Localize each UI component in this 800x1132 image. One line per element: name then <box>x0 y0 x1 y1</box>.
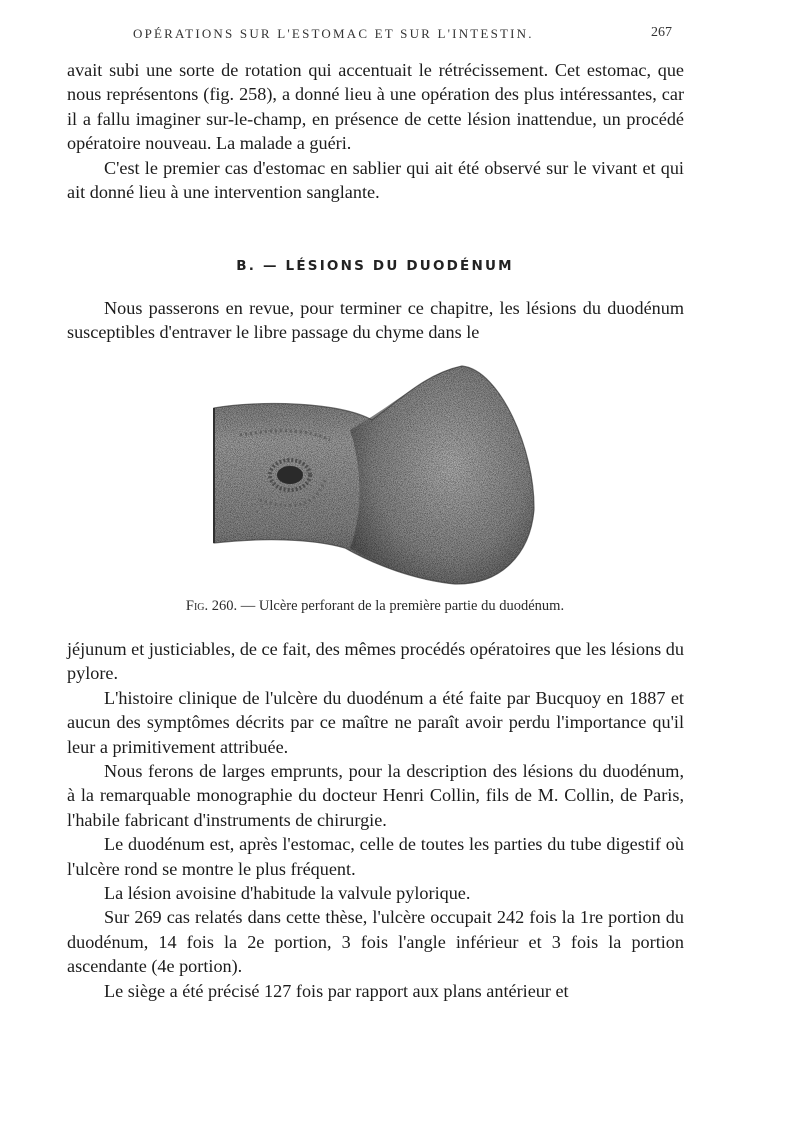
figure-caption <box>0 598 750 615</box>
paragraph: La lésion avoisine d'habitude la valvule pylorique. <box>104 883 471 904</box>
figure-caption-text: — Ulcère perforant de la première partie du duodénum. <box>240 598 565 614</box>
paragraph: Nous ferons de larges emprunts, pour la description des lésions du duodénum, à la remarquable monographie du docteur Henri Collin, fils de M. Collin, de Paris, l'habile fabricant d'instruments de chirurgie. <box>67 761 684 830</box>
paragraph: C'est le premier cas d'estomac en sablier qui ait été observé sur le vivant et qui ait donné lieu à une intervention sanglante. <box>67 157 684 203</box>
paragraph: Sur 269 cas relatés dans cette thèse, l'ulcère occupait 242 fois la 1re portion du duodénum, 14 fois la 2e portion, 3 fois l'angle inférieur et 3 fois la portion ascendante (4e portion). <box>67 907 684 977</box>
bottom-text-block <box>67 637 684 1003</box>
ulcer-perforation <box>277 466 303 484</box>
paragraph: Nous passerons en revue, pour terminer ce chapitre, les lésions du duodénum susceptibles d'entraver le libre passage du chyme dans le <box>67 298 684 343</box>
section-heading: B. — LÉSIONS DU DUODÉNUM <box>236 258 514 274</box>
section-intro-block <box>67 296 684 345</box>
paragraph: avait subi une sorte de rotation qui accentuait le rétrécissement. Cet estomac, que nous représentons (fig. 258), a donné lieu à une opération des plus intéressantes, car il a fallu imaginer sur-le-champ, en présence de cette lésion inattendue, un procédé opératoire nouveau. La malade a guéri. <box>67 60 684 154</box>
top-text-block <box>67 58 684 204</box>
paragraph: Le duodénum est, après l'estomac, celle de toutes les parties du tube digestif où l'ulcère rond se montre le plus fréquent. <box>67 834 684 879</box>
page-number: 267 <box>651 25 672 40</box>
paragraph: jéjunum et justiciables, de ce fait, des mêmes procédés opératoires que les lésions du pylore. <box>67 639 684 684</box>
paragraph: L'histoire clinique de l'ulcère du duodénum a été faite par Bucquoy en 1887 et aucun des symptômes décrits par ce maître ne paraît avoir perdu l'importance qu'il leur a primitivement attribuée. <box>67 687 684 757</box>
paragraph: Le siège a été précisé 127 fois par rapport aux plans antérieur et <box>104 980 569 1001</box>
figure-label: Fig. 260. <box>185 598 238 614</box>
duodenum-illustration <box>200 360 550 592</box>
running-title: OPÉRATIONS SUR L'ESTOMAC ET SUR L'INTESTIN. <box>133 26 534 41</box>
